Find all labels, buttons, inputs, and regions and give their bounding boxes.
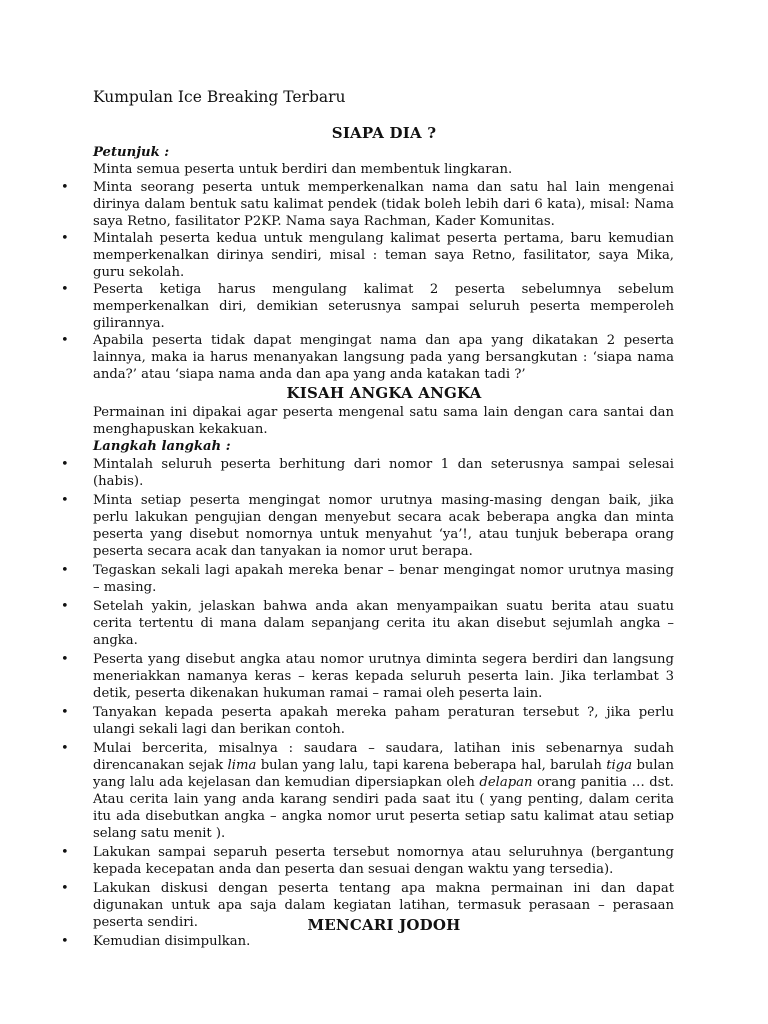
list-item [61,651,674,702]
bullet-icon: • [61,741,69,756]
section-intro: Minta semua peserta untuk berdiri dan membentuk lingkaran. [93,162,513,177]
bullet-icon: • [61,881,69,896]
story-text: bulan yang lalu, tapi karena beberapa hal, barulah [256,758,607,773]
bullet-icon: • [61,180,69,195]
story-number-word: tiga [606,758,633,773]
list-item [61,740,675,842]
bullet-icon: • [61,845,69,860]
bullet-icon: • [61,282,69,297]
section-heading-siapa-dia: SIAPA DIA ? [331,124,437,142]
story-text: orang panitia … dst. Atau cerita lain yang anda karang sendiri pada saat itu ( yang penting, dalam cerita itu ada disebutkan angka – angka nomor urut peserta setiap satu kalimat atau setiap selang satu menit ). [93,775,675,841]
bullet-icon: • [61,333,69,348]
list-item-text: Setelah yakin, jelaskan bahwa anda akan menyampaikan suatu berita atau suatu cerita tertentu di mana dalam sepanjang cerita itu akan disebut sejumlah angka – angka. [93,599,674,648]
list-item-text: Lakukan sampai separuh peserta tersebut nomornya atau seluruhnya (bergantung kepada kecepatan anda dan peserta dan sesuai dengan waktu yang tersedia). [93,845,674,877]
list-item [61,230,674,281]
bullet-icon: • [61,599,69,614]
story-number-word: delapan [479,775,533,790]
list-item [61,492,674,560]
list-item-text: Minta seorang peserta untuk memperkenalkan nama dan satu hal lain mengenai dirinya dalam bentuk satu kalimat pendek (tidak boleh lebih dari 6 kata), misal: Nama saya Retno, fasilitator P2KP. Nama saya Rachman, Kader Komunitas. [93,180,674,229]
list-item-text: Mintalah peserta kedua untuk mengulang kalimat peserta pertama, baru kemudian memperkenalkan dirinya sendiri, misal : teman saya Retno, fasilitator, saya Mika, guru sekolah. [93,231,674,280]
story-number-word: lima [227,758,257,773]
list-item-text: Lakukan diskusi dengan peserta tentang apa makna permainan ini dan dapat digunakan untuk apa saja dalam kegiatan latihan, termasuk perasaan – perasaan peserta sendiri. [93,881,674,930]
list-item [61,281,674,332]
section-heading-kisah-angka-angka: KISAH ANGKA ANGKA [286,384,482,402]
bullet-icon: • [61,457,69,472]
list-item [61,332,674,383]
list-item [61,562,674,596]
list-item [61,179,674,230]
bullet-icon: • [61,231,69,246]
list-item-text: Tanyakan kepada peserta apakah mereka paham peraturan tersebut ?, jika perlu ulangi sekali lagi dan berikan contoh. [93,705,674,737]
list-item-text: Tegaskan sekali lagi apakah mereka benar – benar mengingat nomor urutnya masing – masing. [93,563,674,595]
list-item-text: Apabila peserta tidak dapat mengingat nama dan apa yang dikatakan 2 peserta lainnya, maka ia harus menanyakan langsung pada yang bersangkutan : ‘siapa nama anda?’ atau ‘siapa nama anda dan apa yang anda katakan tadi ?’ [93,333,674,382]
bullet-icon: • [61,493,69,508]
list-item-text: Peserta ketiga harus mengulang kalimat 2 peserta sebelumnya sebelum memperkenalkan diri, demikian seterusnya sampai seluruh peserta memperoleh gilirannya. [93,282,674,331]
list-item-text: Kemudian disimpulkan. [93,934,251,949]
list-item-text [93,741,674,841]
instruction-label: Petunjuk : [93,145,170,160]
story-text: Mulai bercerita, misalnya : saudara – saudara, latihan inis sebenarnya sudah direncanakan sejak [93,741,674,773]
list-item-text: Peserta yang disebut angka atau nomor urutnya diminta segera berdiri dan langsung meneriakkan namanya keras – keras kepada seluruh peserta lain. Jika terlambat 3 detik, peserta dikenakan hukuman ramai – ramai oleh peserta lain. [93,652,674,701]
list-item [61,704,674,738]
list-item [61,456,674,490]
list-item-text: Mintalah seluruh peserta berhitung dari nomor 1 dan seterusnya sampai selesai (habis). [93,457,674,489]
document-title: Kumpulan Ice Breaking Terbaru [93,88,346,106]
section-intro: Permainan ini dipakai agar peserta mengenal satu sama lain dengan cara santai dan menghapuskan kekakuan. [93,405,674,437]
bullet-list [61,456,675,950]
instruction-label: Langkah langkah : [93,439,231,454]
list-item [61,933,674,950]
section-heading-mencari-jodoh: MENCARI JODOH [307,916,461,934]
story-text: bulan yang lalu ada kejelasan dan kemudian dipersiapkan oleh [93,758,674,790]
list-item-text: Minta setiap peserta mengingat nomor urutnya masing-masing dengan baik, jika perlu lakukan pengujian dengan menyebut secara acak beberapa angka dan minta peserta yang disebut nomornya untuk menyahut ‘ya’!, atau tunjuk beberapa orang peserta secara acak dan tanyakan ia nomor urut berapa. [93,493,674,559]
list-item [61,598,674,649]
bullet-icon: • [61,652,69,667]
bullet-list [61,179,674,383]
bullet-icon: • [61,705,69,720]
bullet-icon: • [61,563,69,578]
bullet-icon: • [61,934,69,949]
list-item [61,844,674,878]
